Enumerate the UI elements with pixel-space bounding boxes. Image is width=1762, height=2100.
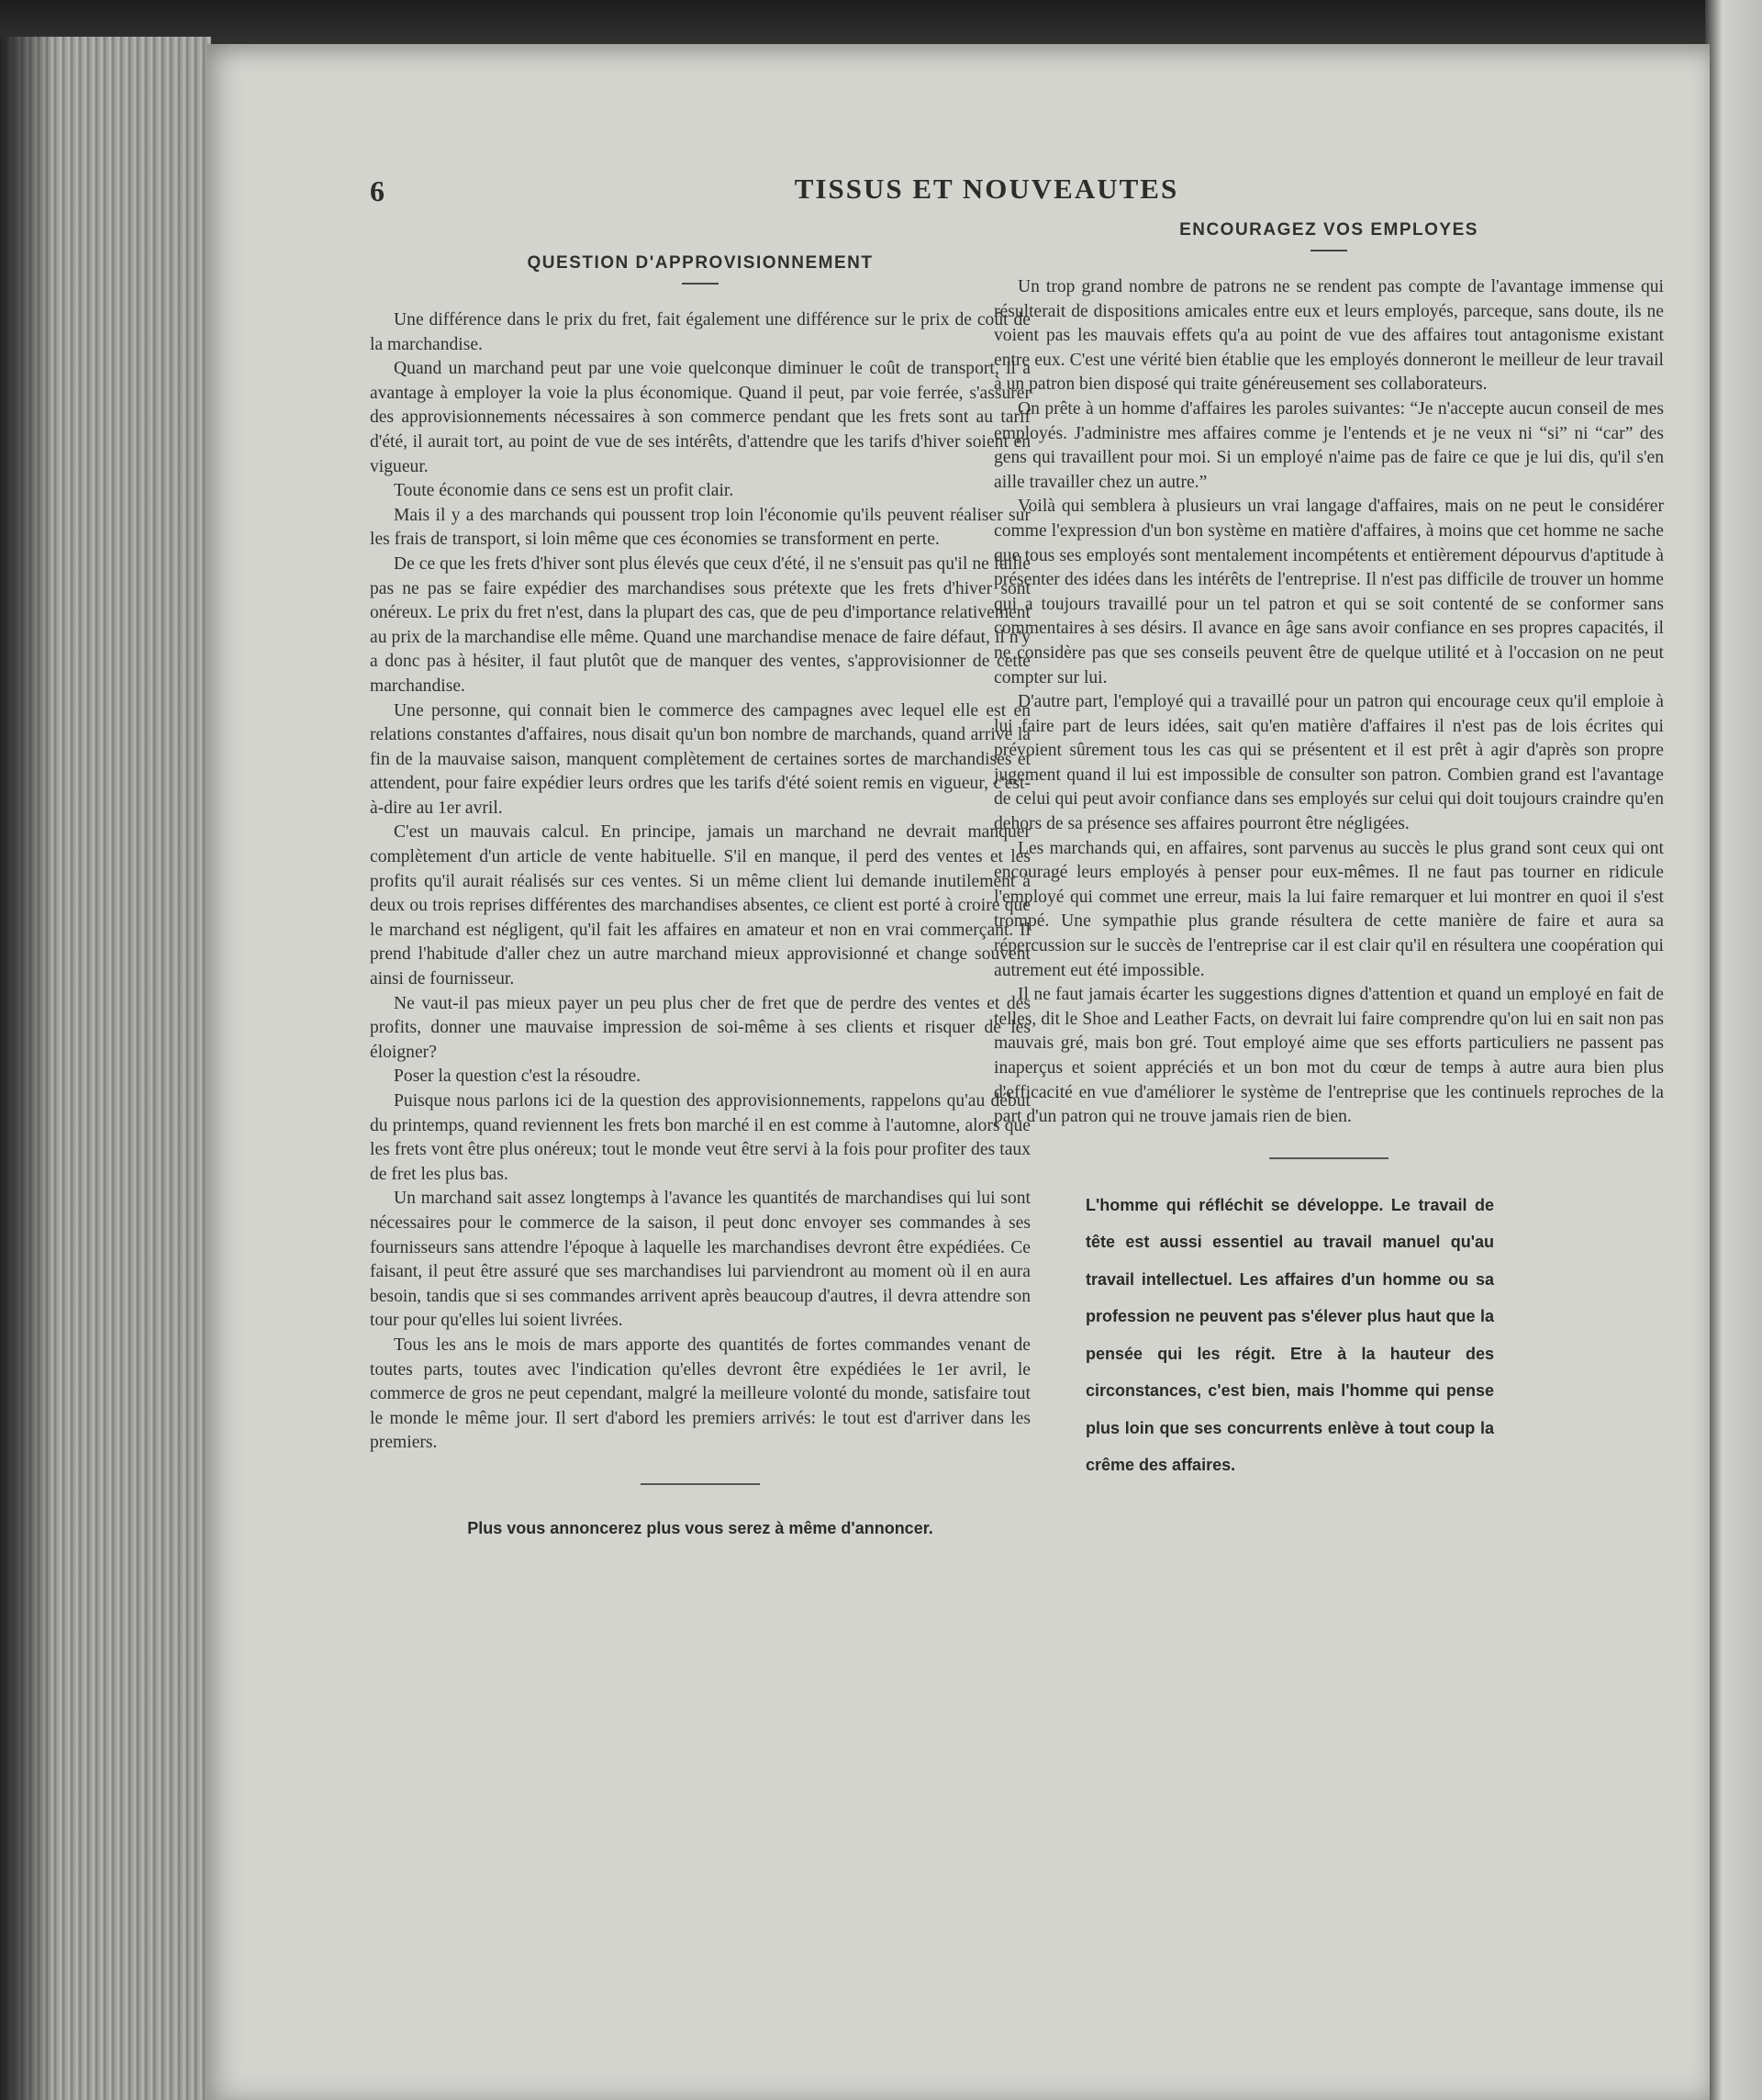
scanned-page — [206, 44, 1710, 2100]
paragraph: Les marchands qui, en affaires, sont parvenus au succès le plus grand sont ceux qui ont encouragé leurs employés à penser pour eux-mêmes. Il ne faut pas tourner en ridicule l'employé qui commet une erreur, mais la lui faire remarquer et lui montrer en quoi il s'est trompé. Une sympathie plus grande résultera de cette manière de faire et aura sa répercussion sur le succès de l'entreprise car il est clair qu'il en résultera une coopération qui autrement eut été impossible. — [994, 838, 1664, 980]
footer-note: Plus vous annoncerez plus vous serez à même d'annoncer. — [467, 1518, 933, 1537]
paragraph: On prête à un homme d'affaires les paroles suivantes: “Je n'accepte aucun conseil de mes employés. J'administre mes affaires comme je l'entends et je ne veux ni “si” ni “car” des gens qui travaillent pour moi. Si un employé n'aime pas de faire ce que je lui dis, qu'il s'en aille travailler chez un autre.” — [994, 398, 1664, 492]
left-article-heading: QUESTION D'APPROVISIONNEMENT — [527, 253, 874, 273]
paragraph: Toute économie dans ce sens est un profit clair. — [394, 481, 734, 501]
heading-dash — [682, 283, 719, 285]
left-column — [370, 253, 1031, 1544]
separator-rule — [641, 1483, 760, 1485]
right-article-body — [994, 275, 1664, 1130]
page-number: 6 — [370, 174, 385, 207]
paragraph: Il ne faut jamais écarter les suggestions dignes d'attention et quand un employé en fait de telles, dit le Shoe and Leather Facts, on devrait lui faire comprendre qu'on lui en sait non pas mauvais gré, mais bon gré. Tout employé aime que ses efforts particuliers ne passent pas inaperçus et soient appréciés et un bon mot du cœur de temps à autre aura bien plus d'efficacité en vue d'améliorer le système de l'entreprise que les continuels reproches de la part d'un patron qui ne trouve jamais rien de bien. — [994, 985, 1664, 1127]
paragraph: Tous les ans le mois de mars apporte des quantités de fortes commandes venant de toutes parts, toutes avec l'indication qu'elles devront être expédiées le 1er avril, le commerce de gros ne peut cependant, malgré la meilleure volonté du monde, satisfaire tout le monde le même jour. Il sert d'abord les premiers arrivés: le tout est d'arriver dans les premiers. — [370, 1335, 1031, 1453]
paragraph: De ce que les frets d'hiver sont plus élevés que ceux d'été, il ne s'ensuit pas qu'il ne faille pas ne pas se faire expédier des marchandises sous prétexte que les frets d'hiver sont onéreux. Le prix du fret n'est, dans la plupart des cas, que de peu d'importance relativement au prix de la marchandise elle même. Quand une marchandise menace de faire défaut, il n'y a donc pas à hésiter, il faut plutôt que de manquer des ventes, s'approvisionner de cette marchandise. — [370, 553, 1031, 696]
paragraph: Une personne, qui connait bien le commerce des campagnes avec lequel elle est en relations constantes d'affaires, nous disait qu'un bon nombre de marchands, quand arrive la fin de la mauvaise saison, manquent complètement de certaines sortes de marchandises et attendent, pour faire expédier leurs ordres que les tarifs d'été soient remis en vigueur, c'est-à-dire au 1er avril. — [370, 700, 1031, 818]
paragraph: Un trop grand nombre de patrons ne se rendent pas compte de l'avantage immense qui résulterait de dispositions amicales entre eux et leurs employés, parceque, sans doute, ils ne voient pas les mauvais effets qu'a au point de vue des affaires tout antagonisme existant entre eux. C'est une vérité bien établie que les employés donneront le meilleur de leur travail à un patron bien disposé qui traite généreusement ses collaborateurs. — [994, 277, 1664, 395]
paragraph: D'autre part, l'employé qui a travaillé pour un patron qui encourage ceux qu'il emploie à lui faire part de leurs idées, sait qu'en matière d'affaires il n'est pas de lois écrites qui prévoient sûrement tous les cas qui se présentent et il est prêt à agir d'après son propre jugement quand il lui est impossible de consulter son patron. Combien grand est l'avantage de celui qui peut avoir confiance dans ses employés sur celui qui doit toujours craindre qu'en dehors de sa présence ses affaires pourront être négligées. — [994, 692, 1664, 834]
left-article-body — [370, 308, 1031, 1456]
heading-dash — [1310, 250, 1347, 251]
binding-shadow — [0, 37, 55, 2100]
right-article-heading: ENCOURAGEZ VOS EMPLOYES — [1179, 220, 1478, 240]
paragraph: Puisque nous parlons ici de la question des approvisionnements, rappelons qu'au début du printemps, quand reviennent les frets bon marché il en est comme à l'automne, alors que les frets vont être plus onéreux; tout le monde veut être servi à la fois pour profiter des taux de fret les plus bas. — [370, 1091, 1031, 1184]
running-title: TISSUS ET NOUVEAUTES — [794, 173, 1179, 205]
boxed-note: L'homme qui réfléchit se développe. Le travail de tête est aussi essentiel au travail manuel qu'au travail intellectuel. Les affaires d'un homme ou sa profession ne peuvent pas s'élever plus haut que la pensée qui les régit. Etre à la hauteur des circonstances, c'est bien, mais l'homme qui pense plus loin que ses concurrents enlève à tout coup la crême des affaires. — [1086, 1195, 1494, 1475]
paragraph: Poser la question c'est la résoudre. — [394, 1067, 641, 1087]
right-column — [994, 220, 1664, 1484]
paragraph: Mais il y a des marchands qui poussent trop loin l'économie qu'ils peuvent réaliser sur les frais de transport, si loin même que ces économies se transforment en perte. — [370, 505, 1031, 550]
paragraph: Un marchand sait assez longtemps à l'avance les quantités de marchandises qui lui sont nécessaires pour le commerce de la saison, il peut donc envoyer ses commandes à ses fournisseurs sans attendre l'époque à laquelle les marchandises devront être expédiées. Ce faisant, il peut être assuré que ses marchandises lui parviendront au moment où il en aura besoin, tandis que si ses commandes arrivent après beaucoup d'autres, il devra attendre son tour pour qu'elles lui soient livrées. — [370, 1189, 1031, 1331]
paragraph: Voilà qui semblera à plusieurs un vrai langage d'affaires, mais on ne peut le considérer comme l'expression d'un bon système en matière d'affaires, à moins que cet homme ne sache que tous ses employés sont mentalement incompétents et entièrement dépourvus d'aptitude à présenter des idées dans les intérêts de l'entreprise. Il n'est pas difficile de trouver un homme qui a toujours travaillé pour un tel patron et qui se soit contenté de se conformer sans commentaires à ses désirs. Il avance en âge sans avoir confiance en ses propres capacités, il ne considère pas que ses conseils peuvent être de quelque utilité et à l'occasion on ne peut compter sur lui. — [994, 497, 1664, 687]
separator-rule — [1269, 1157, 1388, 1159]
paragraph: Quand un marchand peut par une voie quelconque diminuer le coût de transport, il a avantage à employer la voie la plus économique. Quand il peut, par voie ferrée, s'assurer des approvisionnements nécessaires à son commerce pendant que les frets sont au tarif d'été, il aurait tort, au point de vue de ses intérêts, d'attendre que les tarifs d'hiver soient en vigueur. — [370, 359, 1031, 476]
facing-page-edge — [1705, 0, 1762, 2100]
paragraph: Une différence dans le prix du fret, fait également une différence sur le prix de coût de la marchandise. — [370, 310, 1031, 354]
paragraph: C'est un mauvais calcul. En principe, jamais un marchand ne devrait manquer complètement d'un article de vente habituelle. S'il en manque, il perd des ventes et les profits qu'il aurait réalisés sur ces ventes. Si un même client lui demande inutilement à deux ou trois reprises différentes des marchandises absentes, ce client est porté à croire que le marchand est négligent, qu'il fait les affaires en amateur et non en vrai commerçant. Il prend l'habitude d'aller chez un autre marchand mieux approvisionné et change souvent ainsi de fournisseur. — [370, 822, 1031, 989]
paragraph: Ne vaut-il pas mieux payer un peu plus cher de fret que de perdre des ventes et des profits, donner une mauvaise impression de soi-même à ses clients et risquer de les éloigner? — [370, 993, 1031, 1062]
